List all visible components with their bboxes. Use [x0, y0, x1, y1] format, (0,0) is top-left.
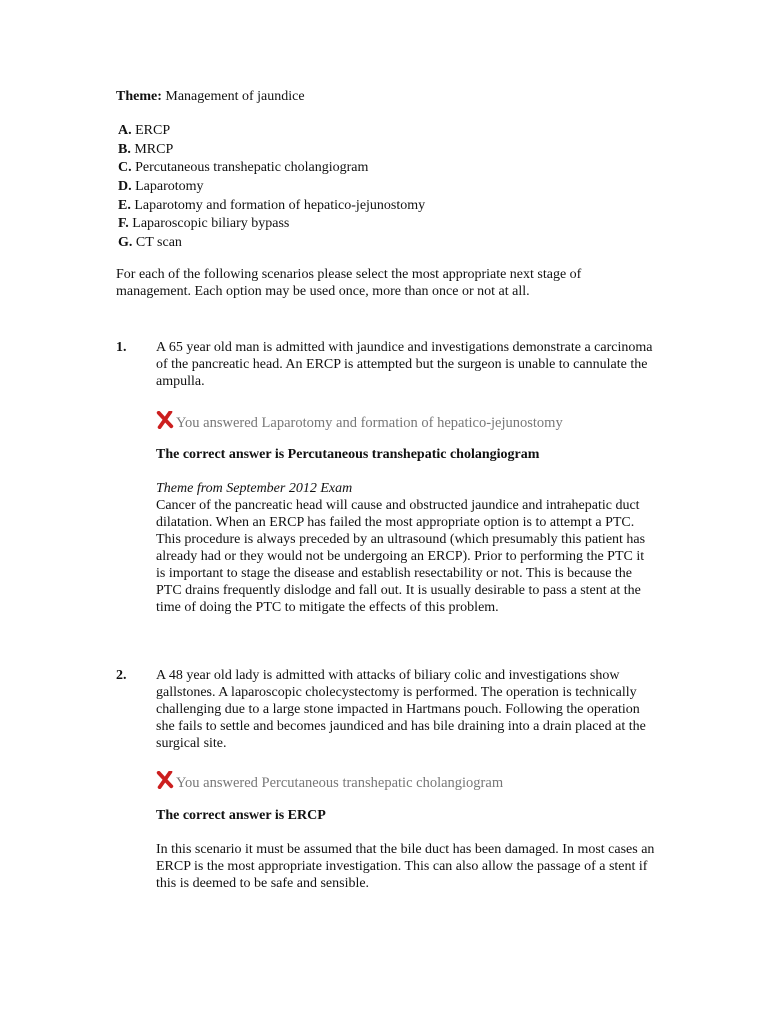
- question-number: 2.: [116, 668, 127, 683]
- your-answer-row: [156, 771, 503, 792]
- cross-icon: [156, 411, 174, 429]
- question-body: [156, 339, 656, 615]
- option-letter: F.: [118, 216, 129, 232]
- option-b: [118, 141, 425, 160]
- option-letter: A.: [118, 123, 132, 138]
- option-g: [118, 234, 425, 253]
- explanation-text: In this scenario it must be assumed that the bile duct has been damaged. In most cases an ERCP is the most appropriate investigation. This can also allow the passage of a stent if this is deemed to be safe and sensible.: [156, 842, 655, 891]
- your-answer-text: You answered Laparotomy and formation of hepatico-jejunostomy: [176, 415, 563, 431]
- option-letter: C.: [118, 160, 132, 176]
- explanation-block: [156, 480, 656, 616]
- option-text: Percutaneous transhepatic cholangiogram: [135, 160, 369, 176]
- cross-icon: [156, 771, 174, 789]
- option-text: Laparotomy and formation of hepatico-jejunostomy: [134, 197, 426, 213]
- theme-label: Theme:: [116, 89, 162, 104]
- instructions: For each of the following scenarios please select the most appropriate next stage of management. Each option may be used once, more than once or not at all.: [116, 267, 582, 299]
- option-f: [118, 215, 425, 234]
- correct-answer: The correct answer is Percutaneous transhepatic cholangiogram: [156, 447, 540, 462]
- option-a: [118, 122, 425, 141]
- your-answer-text: You answered Percutaneous transhepatic cholangiogram: [176, 775, 504, 791]
- question-text: A 48 year old lady is admitted with attacks of biliary colic and investigations show gallstones. A laparoscopic cholecystectomy is performed. The operation is technically challenging due to a large stone impacted in Hartmans pouch. Following the operation she fails to settle and becomes jaundiced and has bile draining into a drain placed at the surgical site.: [156, 668, 646, 751]
- answer-options-list: [118, 122, 425, 253]
- option-c: [118, 159, 425, 178]
- option-letter: B.: [118, 141, 131, 157]
- option-text: MRCP: [134, 141, 174, 157]
- option-letter: E.: [118, 197, 131, 213]
- correct-answer: The correct answer is ERCP: [156, 808, 326, 823]
- option-letter: D.: [118, 179, 132, 195]
- question-number: 1.: [116, 340, 127, 355]
- option-text: ERCP: [135, 123, 171, 138]
- option-text: Laparotomy: [135, 179, 204, 195]
- theme-heading: [116, 88, 305, 105]
- theme-source: Theme from September 2012 Exam: [156, 481, 353, 496]
- question-text: A 65 year old man is admitted with jaundice and investigations demonstrate a carcinoma of the pancreatic head. An ERCP is attempted but the surgeon is unable to cannulate the ampulla.: [156, 340, 653, 389]
- option-text: CT scan: [135, 235, 182, 251]
- option-e: [118, 197, 425, 216]
- option-text: Laparoscopic biliary bypass: [132, 216, 290, 232]
- your-answer-row: [156, 411, 563, 432]
- explanation-text: Cancer of the pancreatic head will cause and obstructed jaundice and intrahepatic duct dilatation. When an ERCP has failed the most appropriate option is to attempt a PTC. This procedure is always preceded by an ultrasound (which presumably this patient has already had or they would not be undergoing an ERCP). Prior to performing the PTC it is important to stage the disease and establish resectability or not. This is because the PTC drains frequently dislodge and fall out. It is usually desirable to pass a stent at the time of doing the PTC to mitigate the effects of this problem.: [156, 498, 646, 615]
- option-letter: G.: [118, 235, 133, 251]
- question-body: [156, 667, 656, 891]
- theme-value: Management of jaundice: [165, 89, 305, 104]
- option-d: [118, 178, 425, 197]
